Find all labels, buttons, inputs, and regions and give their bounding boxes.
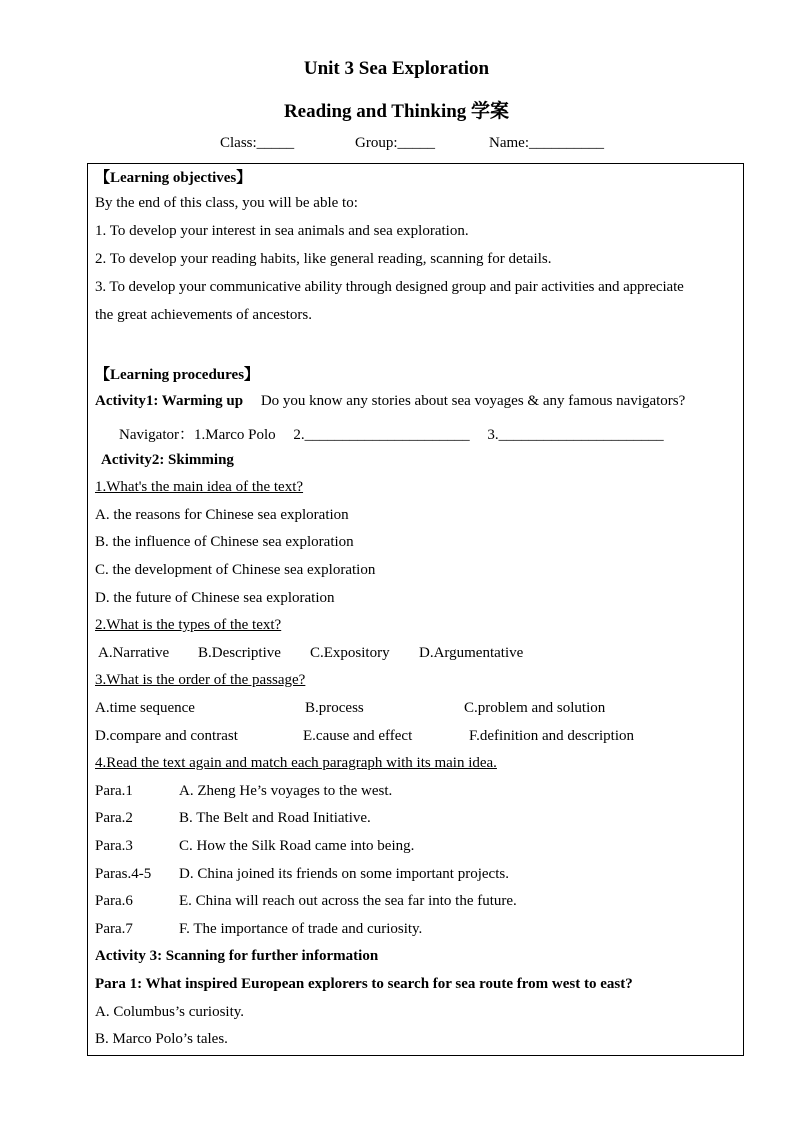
group-label: Group:_____ [355,135,435,151]
match-idea: C. How the Silk Road came into being. [179,838,415,854]
q2-option-a: A.Narrative [98,645,170,661]
objectives-heading: 【Learning objectives】 [95,170,252,186]
objective-3-line-2: the great achievements of ancestors. [95,307,312,323]
match-para: Para.2 [95,810,133,826]
q1-option-d: D. the future of Chinese sea exploration [95,590,335,606]
q3-option-d: D.compare and contrast [95,728,238,744]
match-para: Paras.4-5 [95,866,152,882]
question-3: 3.What is the order of the passage? [95,672,306,688]
para1-option-b: B. Marco Polo’s tales. [95,1031,228,1047]
match-para: Para.1 [95,783,133,799]
procedures-heading: 【Learning procedures】 [95,367,260,383]
question-4: 4.Read the text again and match each paragraph with its main idea. [95,755,497,771]
q3-option-a: A.time sequence [95,700,195,716]
match-idea: F. The importance of trade and curiosity. [179,921,423,937]
match-idea: E. China will reach out across the sea far into the future. [179,893,517,909]
page-subtitle: Reading and Thinking 学案 [283,101,510,122]
q1-option-c: C. the development of Chinese sea exploration [95,562,376,578]
q2-option-c: C.Expository [310,645,390,661]
activity3-title: Activity 3: Scanning for further information [95,948,379,964]
activity1-row [95,393,685,410]
match-idea: A. Zheng He’s voyages to the west. [179,783,393,799]
match-para: Para.6 [95,893,133,909]
para1-question: Para 1: What inspired European explorers to search for sea route from west to east? [95,976,633,992]
q3-option-b: B.process [305,700,364,716]
activity1-title: Activity1: Warming up [95,393,244,409]
para1-option-a: A. Columbus’s curiosity. [95,1004,245,1020]
objective-3-line-1: 3. To develop your communicative ability through designed group and pair activities and appreciate [95,279,684,295]
question-2: 2.What is the types of the text? [95,617,282,633]
page-title: Unit 3 Sea Exploration [303,58,490,79]
question-1: 1.What's the main idea of the text? [95,479,304,495]
activity2-title: Activity2: Skimming [101,452,234,468]
activity1-question: Do you know any stories about sea voyages & any famous navigators? [260,393,686,409]
q3-option-e: E.cause and effect [303,728,413,744]
class-label: Class:_____ [220,135,295,151]
match-idea: D. China joined its friends on some important projects. [179,866,509,882]
navigator-1: Navigator：1.Marco Polo [119,427,276,443]
q3-option-c: C.problem and solution [464,700,606,716]
q2-option-b: B.Descriptive [198,645,281,661]
q1-option-b: B. the influence of Chinese sea exploration [95,534,354,550]
objectives-intro: By the end of this class, you will be able to: [95,195,358,211]
name-label: Name:__________ [489,135,604,151]
navigator-3-blank: 3.______________________ [487,427,664,443]
objective-1: 1. To develop your interest in sea animals and sea exploration. [95,223,469,239]
navigator-2-blank: 2.______________________ [293,427,470,443]
q1-option-a: A. the reasons for Chinese sea exploration [95,507,349,523]
navigator-row [119,423,664,444]
match-idea: B. The Belt and Road Initiative. [179,810,371,826]
objective-2: 2. To develop your reading habits, like general reading, scanning for details. [95,251,552,267]
q3-option-f: F.definition and description [469,728,635,744]
match-para: Para.7 [95,921,133,937]
match-para: Para.3 [95,838,133,854]
q2-option-d: D.Argumentative [419,645,524,661]
